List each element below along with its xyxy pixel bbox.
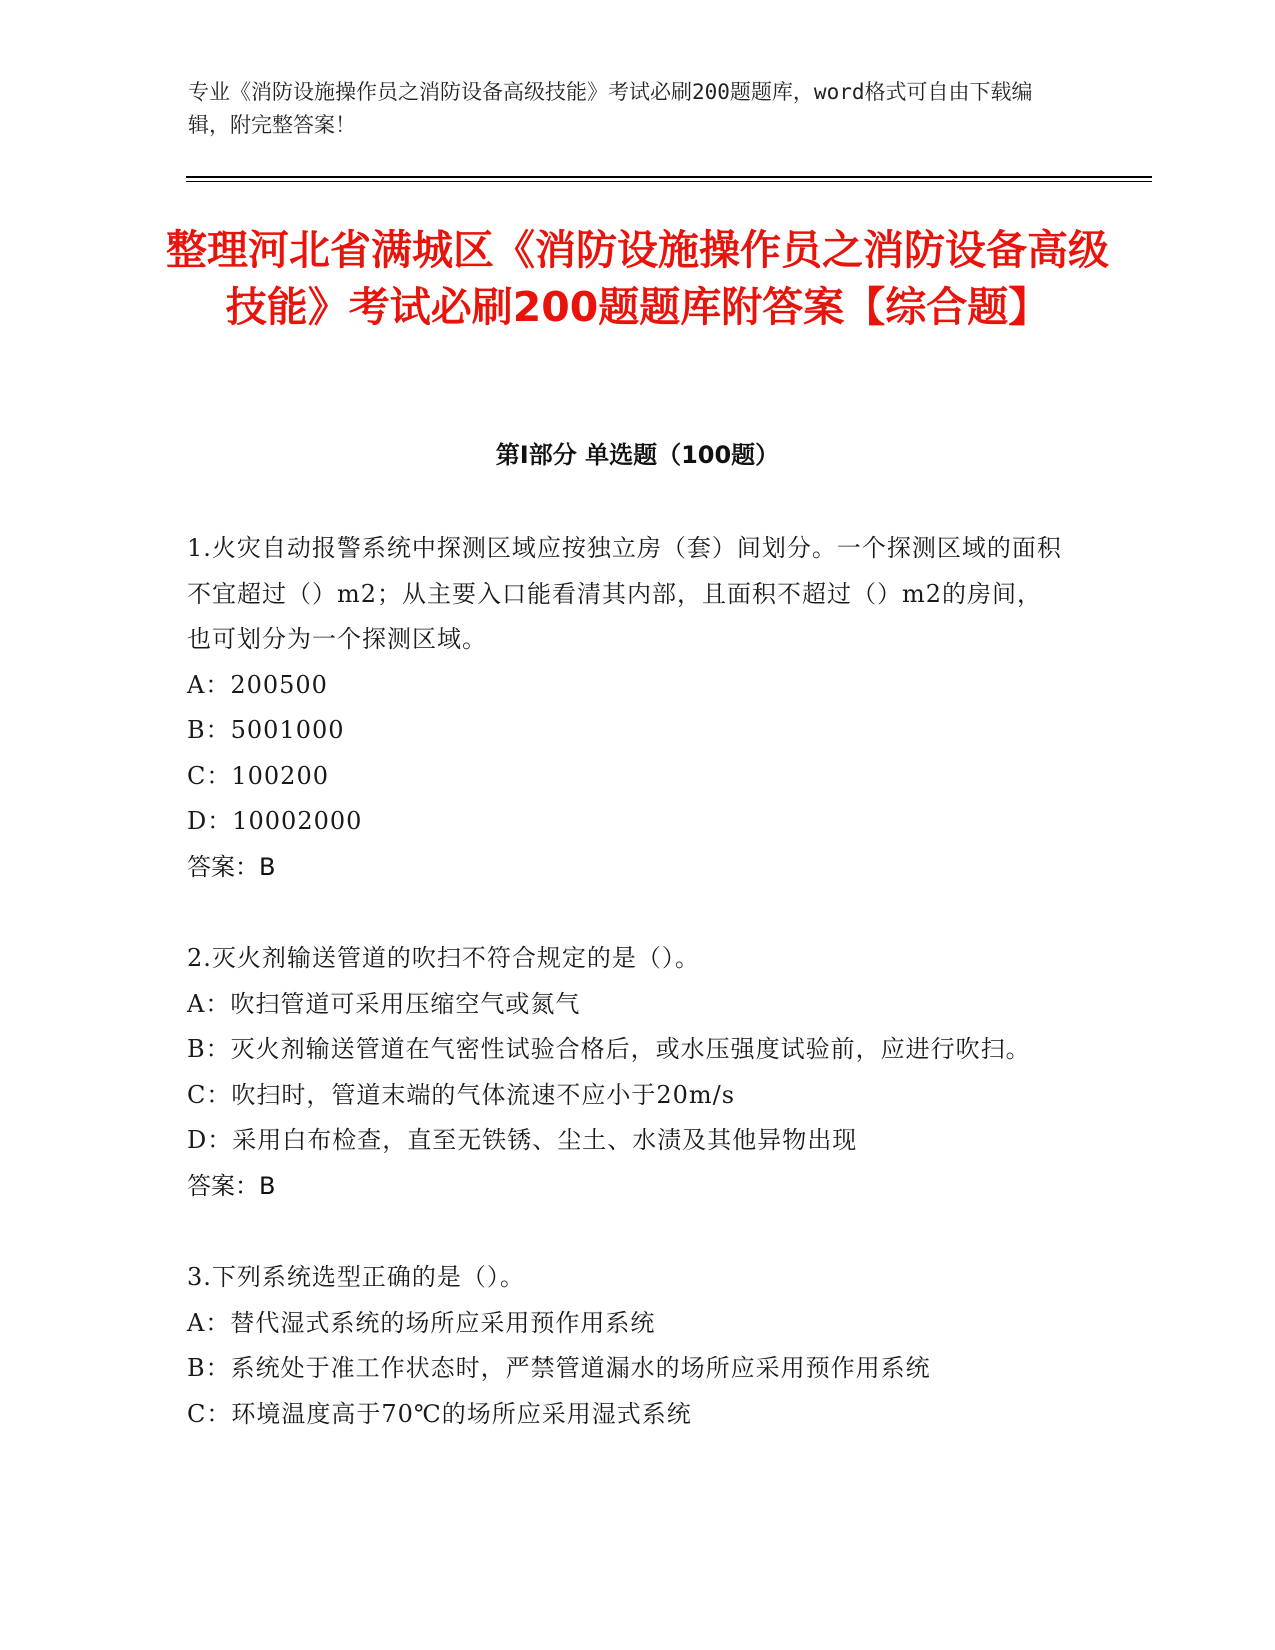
- question-option: A：替代湿式系统的场所应采用预作用系统: [187, 1308, 656, 1337]
- question-option: A：吹扫管道可采用压缩空气或氮气: [187, 989, 581, 1018]
- question-3: [187, 1255, 1067, 1437]
- question-answer: 答案：B: [187, 852, 276, 881]
- question-text: 2.灭火剂输送管道的吹扫不符合规定的是（）。: [187, 944, 700, 972]
- header-note: 专业《消防设施操作员之消防设备高级技能》考试必刷200题题库，word格式可自由下载编辑，附完整答案！: [188, 80, 1033, 137]
- section-heading: 第I部分 单选题（100题）: [495, 441, 780, 469]
- question-option: C：环境温度高于70℃的场所应采用湿式系统: [187, 1399, 692, 1428]
- question-list: [187, 526, 1067, 1483]
- question-text: 3.下列系统选型正确的是（）。: [187, 1263, 525, 1291]
- question-option: B：5001000: [187, 716, 345, 744]
- question-answer: 答案：B: [187, 1171, 276, 1200]
- header-rule-thin: [186, 181, 1152, 182]
- question-option: A：200500: [187, 670, 328, 699]
- question-option: D：10002000: [187, 807, 363, 835]
- question-option: C：100200: [187, 761, 329, 790]
- question-option: D：采用白布检查，直至无铁锈、尘土、水渍及其他异物出现: [187, 1126, 858, 1154]
- document-title: 整理河北省满城区《消防设施操作员之消防设备高级技能》考试必刷200题题库附答案【综合题】: [166, 226, 1109, 331]
- header-rule-thick: [186, 176, 1152, 178]
- question-2: [187, 936, 1067, 1209]
- question-text: 1.火灾自动报警系统中探测区域应按独立房（套）间划分。一个探测区域的面积不宜超过（）m2；从主要入口能看清其内部，且面积不超过（）m2的房间，也可划分为一个探测区域。: [187, 534, 1062, 653]
- question-1: [187, 526, 1067, 890]
- question-option: B：系统处于准工作状态时，严禁管道漏水的场所应采用预作用系统: [187, 1354, 931, 1382]
- question-option: B：灭火剂输送管道在气密性试验合格后，或水压强度试验前，应进行吹扫。: [187, 1035, 1031, 1063]
- question-option: C：吹扫时，管道末端的气体流速不应小于20m/s: [187, 1080, 736, 1109]
